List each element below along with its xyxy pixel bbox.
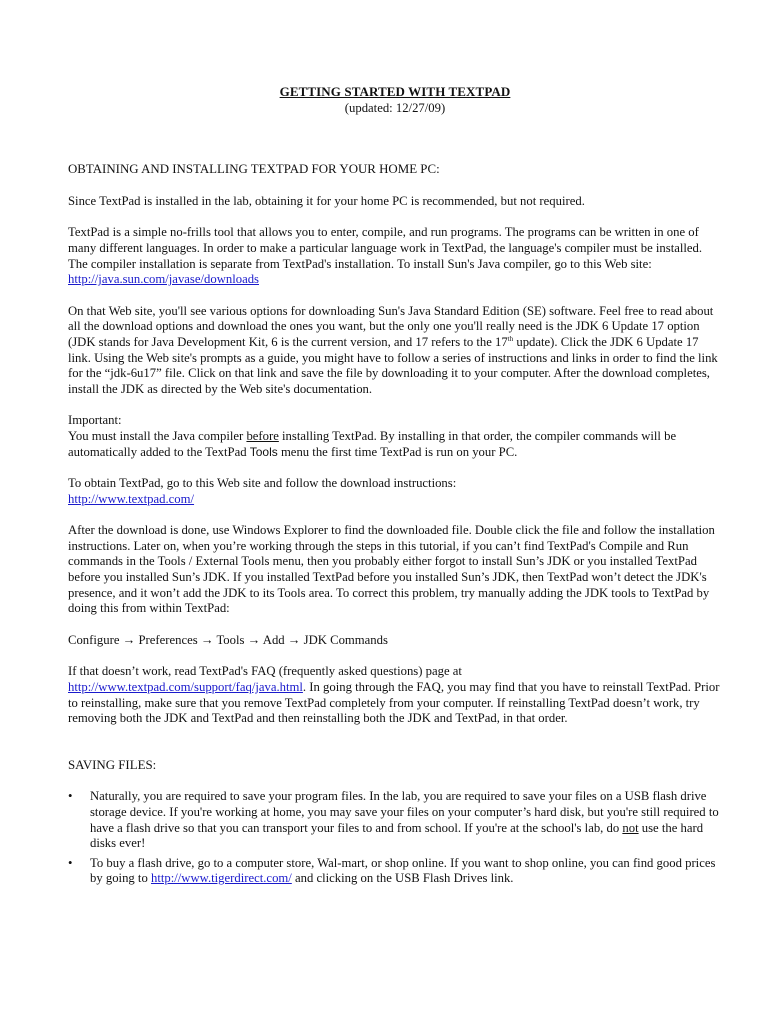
textpad-site-link[interactable]: http://www.textpad.com/ (68, 491, 195, 506)
bullet-text-b: and clicking on the USB Flash Drives link. (291, 871, 514, 886)
paragraph-faq-text-b: . In going through the FAQ, you may find that you have to reinstall TextPad. Prior to reinstalling, make sure that you remove TextPad completely from your computer. If reinstalling TextPad doesn’t work, try removing both the JDK and TextPad and then reinstalling both the JDK and TextPad, in that order. (68, 680, 720, 726)
list-item (68, 856, 722, 887)
title-block (68, 84, 722, 116)
document-subtitle: (updated: 12/27/09) (344, 100, 446, 115)
important-before: before (246, 428, 279, 443)
paragraph-textpad-description-text: TextPad is a simple no-frills tool that allows you to enter, compile, and run programs. The programs can be written in one of many different languages. In order to make a particular language work in TextPad, the language's compiler must be installed. The compiler installation is separate from TextPad's installation. To install Sun's Java compiler, go to this Web site: (68, 225, 703, 271)
java-downloads-link[interactable]: http://java.sun.com/javase/downloads (68, 272, 259, 287)
paragraph-faq (68, 664, 722, 726)
important-label: Important: (68, 413, 122, 428)
bullet-icon: • (68, 855, 73, 870)
superscript-th: th (507, 334, 514, 343)
paragraph-installation: After the download is done, use Windows Explorer to find the downloaded file. Double click the file and follow the installation instructions. Later on, when you’re working through the steps in this tutorial, if you can’t find TextPad's Compile and Run commands in the Tools / External Tools menu, then you probably either forgot to install Sun’s JDK or you installed TextPad before you installed Sun’s JDK. If you installed TextPad before you installed Sun’s JDK, then TextPad won’t detect the JDK's presence, and it won’t add the JDK to its Tools area. To correct this problem, try manually adding the JDK tools to TextPad by doing this from within TextPad: (68, 523, 715, 616)
paragraph-jdk-download (68, 304, 722, 398)
paragraph-jdk-download-text-a: On that Web site, you'll see various options for downloading Sun's Java Standard Edition (SE) software. Feel free to read about all the download options and download the ones you want, but the only one you'll really need is the JDK 6 Update 17 option (JDK stands for Java Development Kit, 6 is the current version, and 17 refers to the 17 (68, 303, 714, 349)
paragraph-jdk-download-text-b: update). Click the JDK 6 Update 17 link. Using the Web site's prompts as a guide, you might have to follow a series of instructions and links in order to find the link for the “jdk-6u17” file. Click on that link and save the file by downloading it to your computer. After the download completes, install the JDK as directed by the Web site's documentation. (68, 334, 718, 396)
document-title: GETTING STARTED WITH TEXTPAD (279, 84, 511, 99)
textpad-faq-link[interactable]: http://www.textpad.com/support/faq/java.html (68, 680, 303, 695)
paragraph-intro: Since TextPad is installed in the lab, obtaining it for your home PC is recommended, but not required. (68, 193, 585, 208)
paragraph-important (68, 413, 722, 460)
bullet-text-a: To buy a flash drive, go to a computer store, Wal-mart, or shop online. If you want to shop online, you can find good prices by going to (90, 855, 716, 886)
paragraph-faq-text-a: If that doesn’t work, read TextPad's FAQ (frequently asked questions) page at (68, 664, 462, 679)
bullet-text-a: Naturally, you are required to save your program files. In the lab, you are required to save your files on a USB flash drive storage device. If you're working at home, you may save your files on your computer’s hard disk, but you're still required to have a flash drive so that you can transport your files to and from school. If you're at the school's lab, do (90, 789, 719, 835)
bullet-text-b: use the hard disks ever! (90, 820, 704, 851)
bullet-icon: • (68, 789, 73, 804)
paragraph-obtain-textpad (68, 476, 722, 507)
paragraph-textpad-description (68, 225, 722, 287)
document-page (68, 84, 722, 887)
important-text-a: You must install the Java compiler (68, 428, 247, 443)
bullet-not: not (622, 820, 639, 835)
paragraph-obtain-textpad-text: To obtain TextPad, go to this Web site and follow the download instructions: (68, 476, 457, 491)
section-heading-installing: OBTAINING AND INSTALLING TEXTPAD FOR YOUR HOME PC: (68, 162, 440, 177)
tigerdirect-link[interactable]: http://www.tigerdirect.com/ (150, 871, 292, 886)
saving-bullet-list (68, 789, 722, 887)
important-text-c: menu the first time TextPad is run on your PC. (277, 444, 518, 459)
list-item (68, 789, 722, 851)
section-heading-saving: SAVING FILES: (68, 757, 157, 772)
important-text-b: installing TextPad. By installing in that order, the compiler commands will be automatically added to the TextPad (68, 428, 677, 459)
menu-path: Configure → Preferences → Tools → Add → JDK Commands (68, 632, 388, 647)
tools-menu-name: Tools (249, 444, 278, 459)
